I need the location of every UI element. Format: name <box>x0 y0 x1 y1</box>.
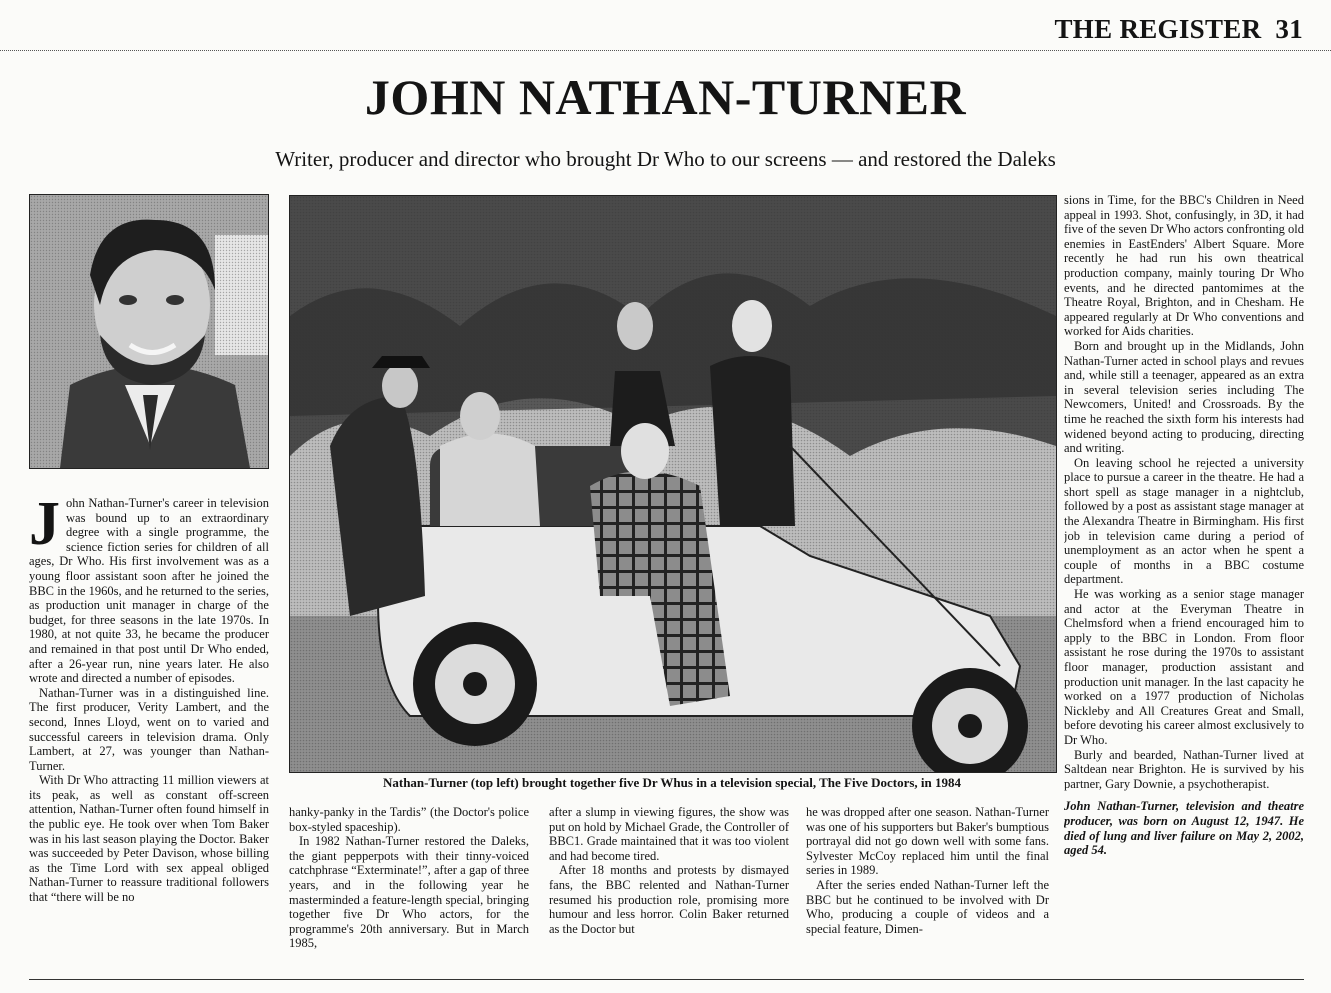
main-photo <box>289 195 1057 773</box>
photo-caption: Nathan-Turner (top left) brought together five Dr Whus in a television special, The Five Doctors, in 1984 <box>382 775 962 790</box>
section-name: THE REGISTER <box>1054 14 1262 44</box>
paragraph: sions in Time, for the BBC's Children in Need appeal in 1993. Shot, confusingly, in 3D, it had five of the seven Dr Who actors confronting old enemies in EastEnders' Albert Square. More recently he had run his own theatrical production company, mainly touring Dr Who events, and he directed pantomimes at the Theatre Royal, Brighton, and in Chesham. He appeared regularly at Dr Who conventions and worked for Aids charities. <box>1064 193 1304 339</box>
page-number: 31 <box>1275 14 1303 44</box>
paragraph <box>29 496 269 686</box>
paragraph: Born and brought up in the Midlands, John Nathan-Turner acted in school plays and revues and, while still a teenager, appeared as an extra in several television series including The Newcomers, United! and Crossroads. By the time he reached the sixth form his interests had widened beyond acting to producing, directing and writing. <box>1064 338 1304 456</box>
article-column-4 <box>806 805 1049 965</box>
five-doctors-photo <box>290 196 1056 772</box>
paragraph: Burly and bearded, Nathan-Turner lived at Saltdean near Brighton. He is survived by his partner, Gary Downie, a psychotherapist. <box>1064 747 1304 791</box>
paragraph: Nathan-Turner was in a distinguished line. The first producer, Verity Lambert, and the second, Innes Lloyd, went on to varied and successful careers in television drama. Only Lambert, at 27, was younger than Nathan-Turner. <box>29 685 269 773</box>
article-column-2 <box>289 805 529 965</box>
paragraph: he was dropped after one season. Nathan-Turner was one of his supporters but Baker's bumptious portrayal did not go down well with some fans. Sylvester McCoy replaced him until the final series in 1989. <box>806 805 1049 878</box>
article-column-5 <box>1064 193 1304 953</box>
paragraph: With Dr Who attracting 11 million viewers at its peak, as well as constant off-screen attention, Nathan-Turner often found himself in the public eye. He took over when Tom Baker was in his last season playing the Doctor. Baker was succeeded by Peter Davison, whose billing as the Time Lord with sex appeal obliged Nathan-Turner to reassure traditional followers that “there will be no <box>29 773 269 905</box>
paragraph-text: ohn Nathan-Turner's career in television was bound up to an extraordinary degree with a single programme, the science fiction series for children of all ages, Dr Who. His first involvement was as a young floor assistant soon after he joined the BBC in the 1960s, and he returned to the series, as production unit manager in charge of the budget, for three seasons in the late 1970s. In 1980, at not quite 33, he became the producer and remained in that post until Dr Who ended, after a 26-year run, nine years later. He also wrote and directed a number of episodes. <box>29 496 269 686</box>
paragraph: after a slump in viewing figures, the show was put on hold by Michael Grade, the Controller of BBC1. Grade maintained that it was too violent and had become tired. <box>549 805 789 863</box>
paragraph: On leaving school he rejected a university place to pursue a career in the theatre. He had a short spell as stage manager in a nightclub, followed by a post as assistant stage manager at the Alexandra Theatre in Birmingham. His first job in television came during a period of unemployment as an actor when he spent a couple of months in a BBC costume department. <box>1064 455 1304 587</box>
portrait-photo <box>29 194 269 469</box>
footer-rule <box>29 979 1304 980</box>
drop-cap: J <box>29 496 60 558</box>
page-header <box>1054 14 1303 45</box>
obituary-byline: John Nathan-Turner, television and theatre producer, was born on August 12, 1947. He died of lung and liver failure on May 2, 2002, aged 54. <box>1064 799 1304 858</box>
paragraph: In 1982 Nathan-Turner restored the Daleks, the giant pepperpots with their tinny-voiced catchphrase “Exterminate!”, after a gap of three years, and in the following year he masterminded a feature-length special, bringing together five Dr Who actors, for the programme's 20th anniversary. But in March 1985, <box>289 834 529 951</box>
paragraph: hanky-panky in the Tardis” (the Doctor's police box-styled spaceship). <box>289 805 529 834</box>
header-rule <box>0 50 1331 51</box>
paragraph: After the series ended Nathan-Turner left the BBC but he continued to be involved with Dr Who, producing a couple of videos and a special feature, Dimen- <box>806 877 1049 936</box>
article-column-3 <box>549 805 789 965</box>
headline: JOHN NATHAN-TURNER <box>364 69 967 125</box>
paragraph: After 18 months and protests by dismayed fans, the BBC relented and Nathan-Turner resumed his production role, promising more humour and less horror. Colin Baker returned as the Doctor but <box>549 863 789 936</box>
portrait-image <box>30 195 268 468</box>
article-column-1 <box>29 496 269 974</box>
standfirst: Writer, producer and director who brought Dr Who to our screens — and restored the Daleks <box>275 147 1056 171</box>
paragraph: He was working as a senior stage manager and actor at the Everyman Theatre in Chelmsford when a friend encouraged him to apply to the BBC in London. From floor assistant he rose during the 1970s to assistant floor manager, production assistant and production unit manager. In the last capacity he worked on a 1977 production of Nicholas Nickleby and All Creatures Great and Small, before devoting his career almost exclusively to Dr Who. <box>1064 587 1304 747</box>
